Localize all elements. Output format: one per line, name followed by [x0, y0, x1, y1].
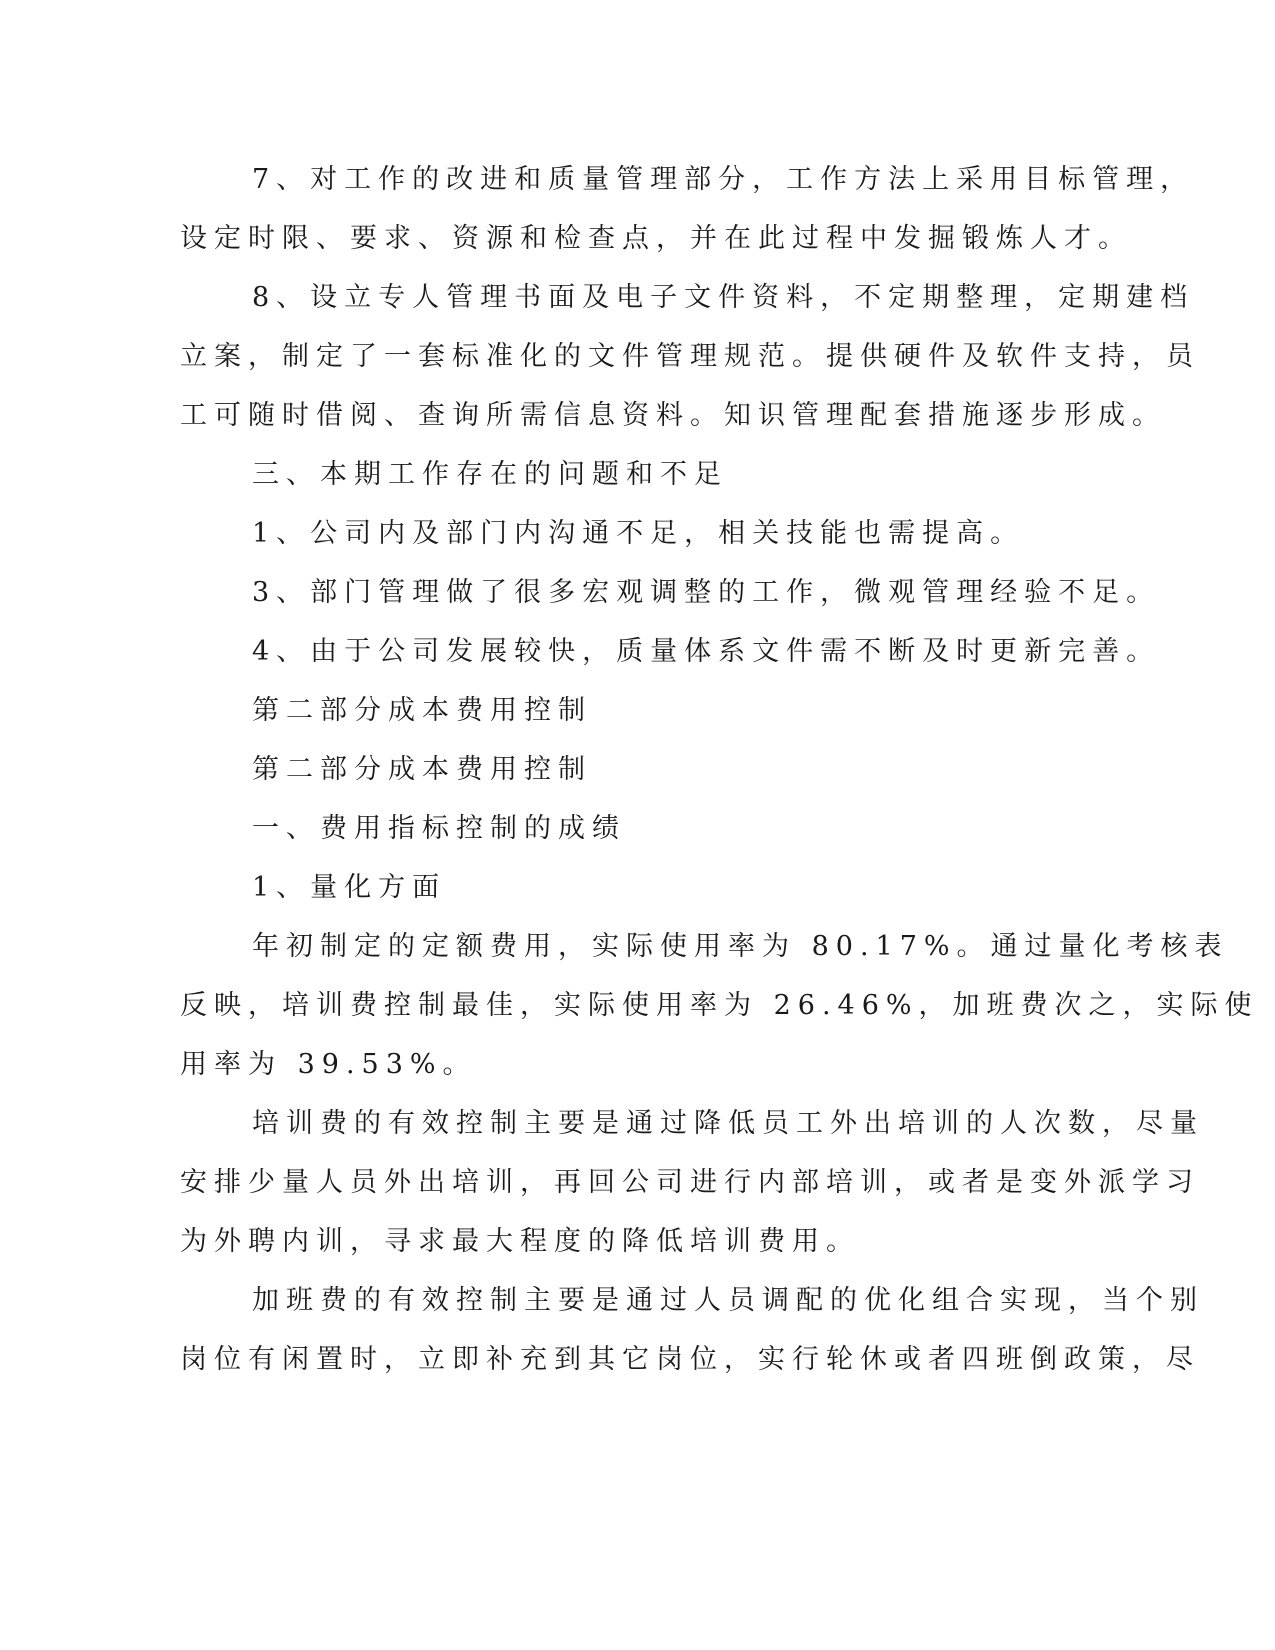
- part-two-heading-repeat: 第二部分成本费用控制: [252, 754, 592, 785]
- section-heading-achievements: 一、费用指标控制的成绩: [252, 813, 626, 844]
- paragraph-8-line-3: 工可随时借阅、查询所需信息资料。知识管理配套措施逐步形成。: [180, 400, 1166, 431]
- training-cost-line-2: 安排少量人员外出培训，再回公司进行内部培训，或者是变外派学习: [180, 1167, 1200, 1198]
- section-heading-problems: 三、本期工作存在的问题和不足: [252, 459, 728, 490]
- training-cost-line-1: 培训费的有效控制主要是通过降低员工外出培训的人次数，尽量: [252, 1108, 1204, 1139]
- paragraph-8-line-2: 立案，制定了一套标准化的文件管理规范。提供硬件及软件支持，员: [180, 341, 1200, 372]
- paragraph-8-line-1: 8、设立专人管理书面及电子文件资料，不定期整理，定期建档: [252, 282, 1195, 313]
- quantification-line-3: 用率为 39.53%。: [180, 1049, 477, 1080]
- overtime-cost-line-1: 加班费的有效控制主要是通过人员调配的优化组合实现，当个别: [252, 1285, 1204, 1316]
- part-two-heading: 第二部分成本费用控制: [252, 695, 592, 726]
- training-cost-line-3: 为外聘内训，寻求最大程度的降低培训费用。: [180, 1226, 860, 1257]
- problem-item-4: 4、由于公司发展较快，质量体系文件需不断及时更新完善。: [252, 636, 1161, 667]
- problem-item-3: 3、部门管理做了很多宏观调整的工作，微观管理经验不足。: [252, 577, 1161, 608]
- quantification-line-1: 年初制定的定额费用，实际使用率为 80.17%。通过量化考核表: [252, 931, 1229, 962]
- subheading-quantification: 1、量化方面: [252, 872, 447, 903]
- quantification-line-2: 反映，培训费控制最佳，实际使用率为 26.46%，加班费次之，实际使: [180, 990, 1259, 1021]
- problem-item-1: 1、公司内及部门内沟通不足，相关技能也需提高。: [252, 518, 1025, 549]
- paragraph-7-line-2: 设定时限、要求、资源和检查点，并在此过程中发掘锻炼人才。: [180, 223, 1132, 254]
- overtime-cost-line-2: 岗位有闲置时，立即补充到其它岗位，实行轮休或者四班倒政策，尽: [180, 1344, 1200, 1375]
- paragraph-7-line-1: 7、对工作的改进和质量管理部分，工作方法上采用目标管理，: [252, 164, 1195, 195]
